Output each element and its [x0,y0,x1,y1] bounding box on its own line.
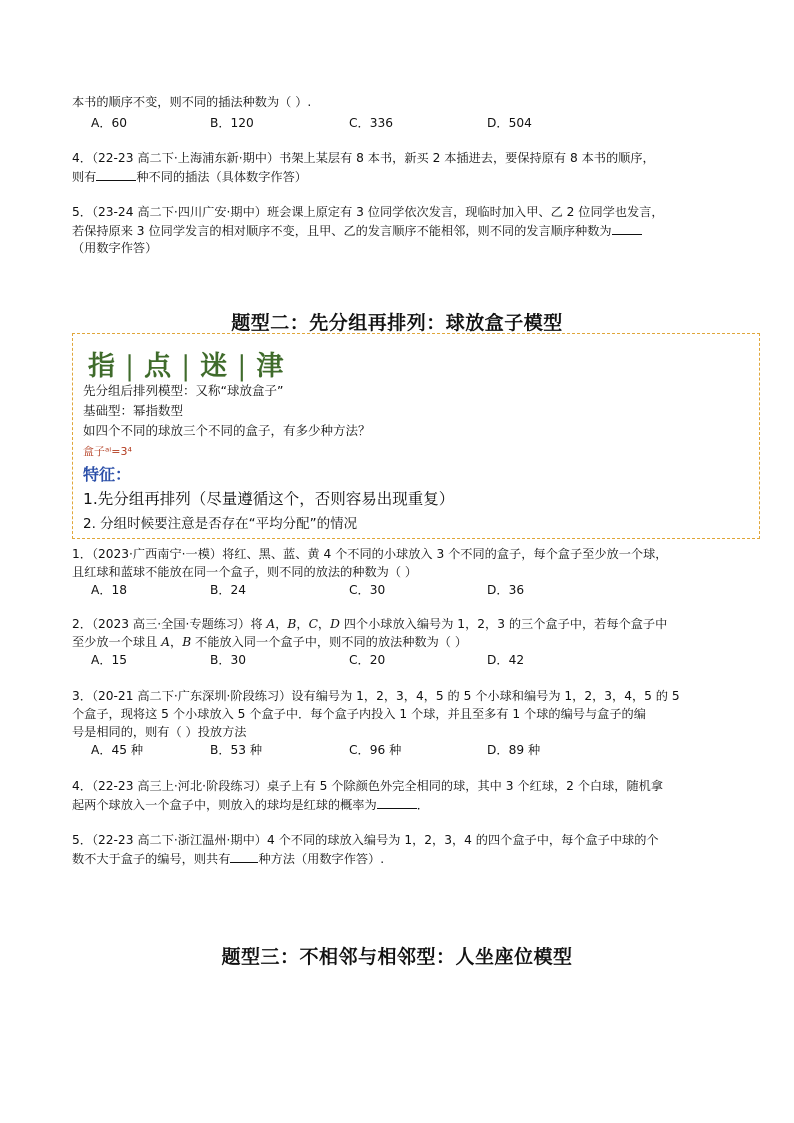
option-d[interactable]: D．36 [487,583,525,597]
question-5-line3: （用数字作答） [72,241,158,255]
options-row [0,742,794,759]
option-d[interactable]: D．89 种 [487,743,541,757]
question-5-line2 [72,222,642,240]
feature-label: 特征： [83,465,132,484]
question-4-line2 [72,796,429,814]
separator: | [237,351,249,382]
question-text: 数不大于盒子的编号，则共有 [72,852,231,866]
answer-blank[interactable] [230,850,258,863]
question-text: 本书的顺序不变，则不同的插法种数为（ ）. [72,95,312,109]
option-b[interactable]: B．30 [210,653,247,667]
separator: | [181,351,193,382]
tip-line: 先分组后排列模型：又称“球放盒子” [83,383,284,398]
option-c[interactable]: C．30 [349,583,386,597]
question-3-line2: 个盒子，现将这 5 个小球放入 5 个盒子中．每个盒子内投入 1 个球，并且至多有 1 个球的编号与盒子的编 [72,707,646,721]
variable: B [287,617,297,631]
answer-blank[interactable] [96,168,136,181]
question-text: 2．（2023 高三·全国·专题练习）将 [72,617,267,631]
variable: C [308,617,318,631]
answer-blank[interactable] [612,222,642,235]
tip-char: 迷 [200,351,230,382]
variable: B [182,635,192,649]
question-1-line1: 1．（2023·广西南宁·一模）将红、黑、蓝、黄 4 个不同的小球放入 3 个不同的盒子，每个盒子至少放一个球， [72,547,668,561]
punct: ， [296,617,309,631]
punct: ， [275,617,288,631]
feature-item: 2. 分组时候要注意是否存在“平均分配”的情况 [83,516,358,532]
formula: 盒子ᵃⁱ=3⁴ [83,445,132,458]
option-b[interactable]: B．120 [210,116,254,130]
question-3-line3: 号是相同的，则有（ ）投放方法 [72,725,247,739]
tip-char: 指 [88,351,117,382]
question-text: 起两个球放入一个盒子中，则放入的球均是红球的概率为 [72,798,377,812]
option-d[interactable]: D．42 [487,653,525,667]
question-3-line1: 3．（20-21 高二下·广东深圳·阶段练习）设有编号为 1，2，3，4，5 的 5 个小球和编号为 1，2，3，4，5 的 5 [72,689,680,703]
variable: A [161,635,170,649]
option-a[interactable]: A．60 [91,116,128,130]
option-a[interactable]: A．45 种 [91,743,144,757]
question-text: 四个小球放入编号为 1，2，3 的三个盒子中，若每个盒子中 [339,617,668,631]
option-b[interactable]: B．53 种 [210,743,263,757]
question-4-line2 [72,168,307,186]
question-text: 种方法（用数字作答）. [258,852,385,866]
options-row [0,652,794,669]
tip-header [88,344,286,382]
tip-line: 基础型：幂指数型 [83,403,184,418]
option-c[interactable]: C．20 [349,653,386,667]
question-2-line2 [72,634,467,651]
feature-item: 1.先分组再排列（尽量遵循这个，否则容易出现重复） [83,490,455,508]
question-text: 则有 [72,170,97,184]
punct: ， [170,635,183,649]
tip-line: 如四个不同的球放三个不同的盒子，有多少种方法？ [83,423,371,438]
option-b[interactable]: B．24 [210,583,247,597]
question-4-line1: 4．（22-23 高三上·河北·阶段练习）桌子上有 5 个除颜色外完全相同的球，其中 3 个红球，2 个白球，随机拿 [72,779,664,793]
punct: ， [317,617,331,631]
tip-char: 点 [144,351,174,382]
question-4-line1: 4．（22-23 高二下·上海浦东新·期中）书架上某层有 8 本书，新买 2 本插进去，要保持原有 8 本书的顺序， [72,151,655,165]
option-d[interactable]: D．504 [487,116,532,130]
options-row [0,115,794,132]
section-title: 题型二：先分组再排列：球放盒子模型 [231,312,563,334]
option-a[interactable]: A．18 [91,583,128,597]
question-2-line1 [72,616,667,633]
tip-char: 津 [256,351,286,382]
question-text: 不能放入同一个盒子中，则不同的放法种数为（ ） [191,635,468,649]
punct: ． [416,798,429,812]
question-1-line2: 且红球和蓝球不能放在同一个盒子，则不同的放法的种数为（ ） [72,565,418,579]
variable: A [266,617,276,631]
option-a[interactable]: A．15 [91,653,128,667]
option-c[interactable]: C．96 种 [349,743,402,757]
separator: | [125,351,137,382]
question-text: 至少放一个球且 [72,635,162,649]
variable: D [330,617,340,631]
question-text: 种不同的插法（具体数字作答） [136,170,307,184]
question-text: 若保持原来 3 位同学发言的相对顺序不变，且甲、乙的发言顺序不能相邻，则不同的发言顺序种数为 [72,224,612,238]
section-title: 题型三：不相邻与相邻型：人坐座位模型 [221,946,573,968]
option-c[interactable]: C．336 [349,116,393,130]
answer-blank[interactable] [377,796,417,809]
question-5-line1: 5．（23-24 高二下·四川广安·期中）班会课上原定有 3 位同学依次发言，现临时加入甲、乙 2 位同学也发言， [72,205,664,219]
question-5-line2 [72,850,384,868]
options-row [0,582,794,599]
question-5-line1: 5．（22-23 高二下·浙江温州·期中）4 个不同的球放入编号为 1，2，3，4 的四个盒子中，每个盒子中球的个 [72,833,659,847]
